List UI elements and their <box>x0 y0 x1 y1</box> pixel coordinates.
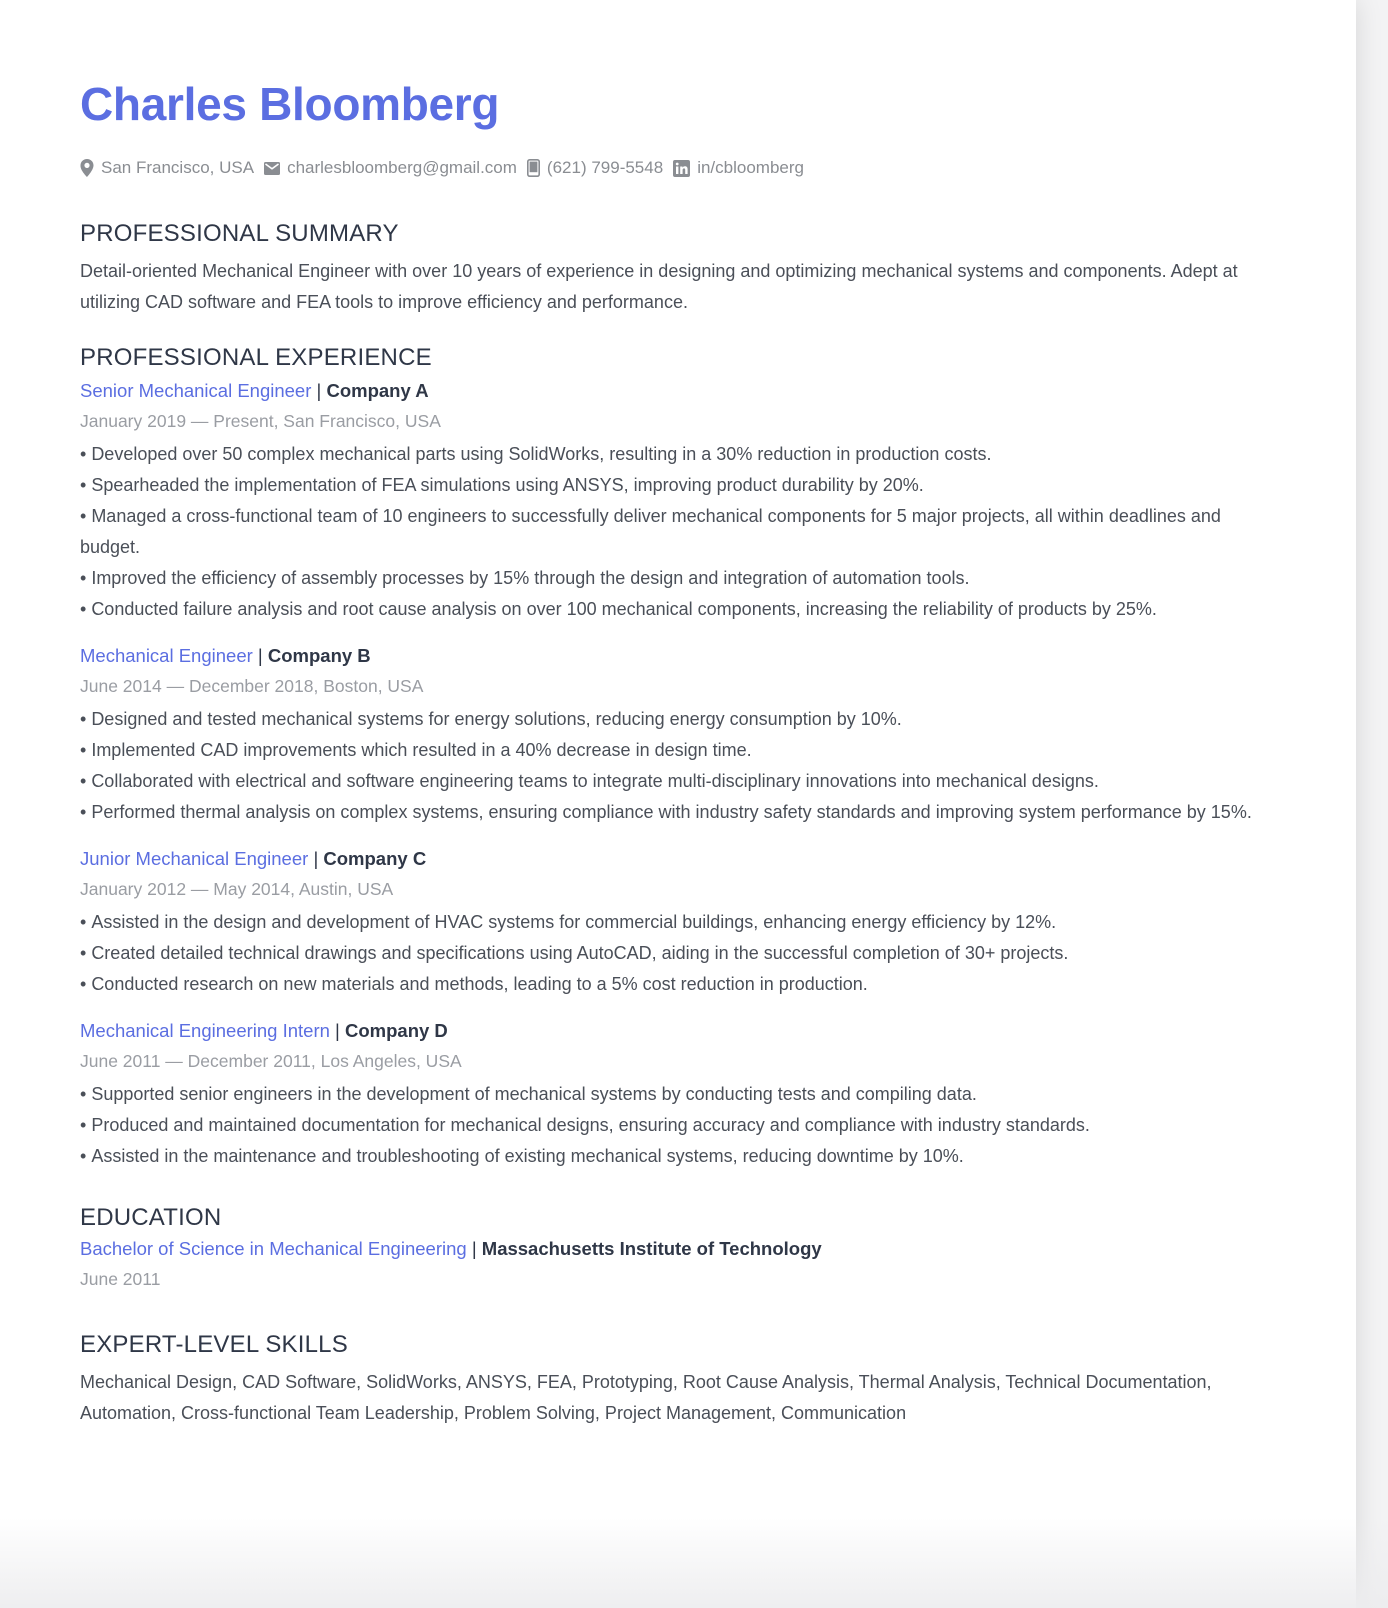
job-bullets <box>80 1079 1276 1172</box>
contact-phone[interactable] <box>527 156 663 180</box>
job-header <box>80 1016 1276 1046</box>
job-bullets <box>80 439 1276 625</box>
job-bullet: • Improved the efficiency of assembly processes by 15% through the design and integration of automation tools. <box>80 563 1276 594</box>
job-bullets <box>80 704 1276 828</box>
job-dates-location: June 2014 — December 2018, Boston, USA <box>80 676 424 696</box>
job-separator: | <box>335 1020 340 1041</box>
education-header <box>80 1234 1276 1264</box>
job-bullet: • Created detailed technical drawings and specifications using AutoCAD, aiding in the successful completion of 30+ projects. <box>80 938 1276 969</box>
summary-text: Detail-oriented Mechanical Engineer with over 10 years of experience in designing and optimizing mechanical systems and components. Adept at utilizing CAD software and FEA tools to improve efficiency and performance. <box>80 261 1238 312</box>
job-bullet: • Designed and tested mechanical systems for energy solutions, reducing energy consumption by 10%. <box>80 704 1276 735</box>
job-separator: | <box>316 380 322 401</box>
job-bullet: • Assisted in the design and development of HVAC systems for commercial buildings, enhancing energy efficiency by 12%. <box>80 907 1276 938</box>
contact-location <box>80 156 254 180</box>
job-bullet: • Supported senior engineers in the development of mechanical systems by conducting tests and compiling data. <box>80 1079 1276 1110</box>
job-entry <box>80 641 1276 828</box>
job-company: Company D <box>345 1020 448 1041</box>
email-text: charlesbloomberg@gmail.com <box>287 158 517 177</box>
job-bullet: • Produced and maintained documentation for mechanical designs, ensuring accuracy and compliance with industry standards. <box>80 1110 1276 1141</box>
education-separator: | <box>471 1238 477 1259</box>
education-date: June 2011 <box>80 1269 161 1289</box>
job-bullet: • Managed a cross-functional team of 10 engineers to successfully deliver mechanical components for 5 major projects, all within deadlines and budget. <box>80 501 1276 563</box>
education-title: EDUCATION <box>80 1204 222 1231</box>
linkedin-icon <box>673 160 690 177</box>
job-company: Company A <box>326 380 429 401</box>
job-separator: | <box>313 848 319 869</box>
job-bullet: • Conducted failure analysis and root cause analysis on over 100 mechanical components, increasing the reliability of products by 25%. <box>80 594 1276 625</box>
job-role: Mechanical Engineer <box>80 645 253 666</box>
job-bullet: • Spearheaded the implementation of FEA simulations using ANSYS, improving product durability by 20%. <box>80 470 1276 501</box>
phone-icon <box>527 159 540 177</box>
experience-section <box>80 342 1276 1172</box>
location-text: San Francisco, USA <box>101 158 255 177</box>
job-dates-location: June 2011 — December 2011, Los Angeles, USA <box>80 1051 462 1071</box>
job-company: Company C <box>323 848 427 869</box>
resume-content <box>80 72 1276 1429</box>
job-bullet: • Developed over 50 complex mechanical parts using SolidWorks, resulting in a 30% reduction in production costs. <box>80 439 1276 470</box>
job-entry <box>80 1016 1276 1172</box>
job-bullet: • Assisted in the maintenance and troubleshooting of existing mechanical systems, reducing downtime by 10%. <box>80 1141 1276 1172</box>
summary-title: PROFESSIONAL SUMMARY <box>80 220 399 247</box>
skills-section <box>80 1329 1276 1429</box>
job-bullet: • Conducted research on new materials and methods, leading to a 5% cost reduction in production. <box>80 969 1276 1000</box>
education-degree: Bachelor of Science in Mechanical Engineering <box>80 1238 467 1259</box>
skills-text: Mechanical Design, CAD Software, SolidWorks, ANSYS, FEA, Prototyping, Root Cause Analysis, Thermal Analysis, Technical Documentation, Automation, Cross-functional Team Leadership, Problem Solving, Project Management, Communication <box>80 1372 1212 1423</box>
job-bullet: • Implemented CAD improvements which resulted in a 40% decrease in design time. <box>80 735 1276 766</box>
job-header <box>80 844 1276 874</box>
experience-title: PROFESSIONAL EXPERIENCE <box>80 344 432 371</box>
phone-text: (621) 799-5548 <box>546 158 664 177</box>
job-company: Company B <box>267 645 371 666</box>
education-section <box>80 1202 1276 1295</box>
job-dates-location: January 2012 — May 2014, Austin, USA <box>80 879 394 899</box>
candidate-name: Charles Bloomberg <box>80 78 500 130</box>
skills-title: EXPERT-LEVEL SKILLS <box>80 1331 348 1358</box>
education-school: Massachusetts Institute of Technology <box>481 1238 822 1259</box>
job-bullets <box>80 907 1276 1000</box>
linkedin-text: in/cbloomberg <box>697 158 804 177</box>
job-dates-location: January 2019 — Present, San Francisco, USA <box>80 411 441 431</box>
job-header <box>80 641 1276 671</box>
job-role: Senior Mechanical Engineer <box>80 380 312 401</box>
location-pin-icon <box>80 159 94 177</box>
job-role: Mechanical Engineering Intern <box>80 1020 330 1041</box>
job-entry <box>80 376 1276 625</box>
job-entry <box>80 844 1276 1000</box>
contact-linkedin[interactable] <box>673 156 804 180</box>
job-role: Junior Mechanical Engineer <box>80 848 309 869</box>
job-header <box>80 376 1276 406</box>
job-bullet: • Collaborated with electrical and software engineering teams to integrate multi-disciplinary innovations into mechanical designs. <box>80 766 1276 797</box>
job-bullet: • Performed thermal analysis on complex systems, ensuring compliance with industry safety standards and improving system performance by 15%. <box>80 797 1276 828</box>
contact-bar <box>80 156 1276 180</box>
mail-icon <box>264 162 280 175</box>
contact-email[interactable] <box>264 156 517 180</box>
job-separator: | <box>257 645 263 666</box>
summary-section <box>80 218 1276 318</box>
